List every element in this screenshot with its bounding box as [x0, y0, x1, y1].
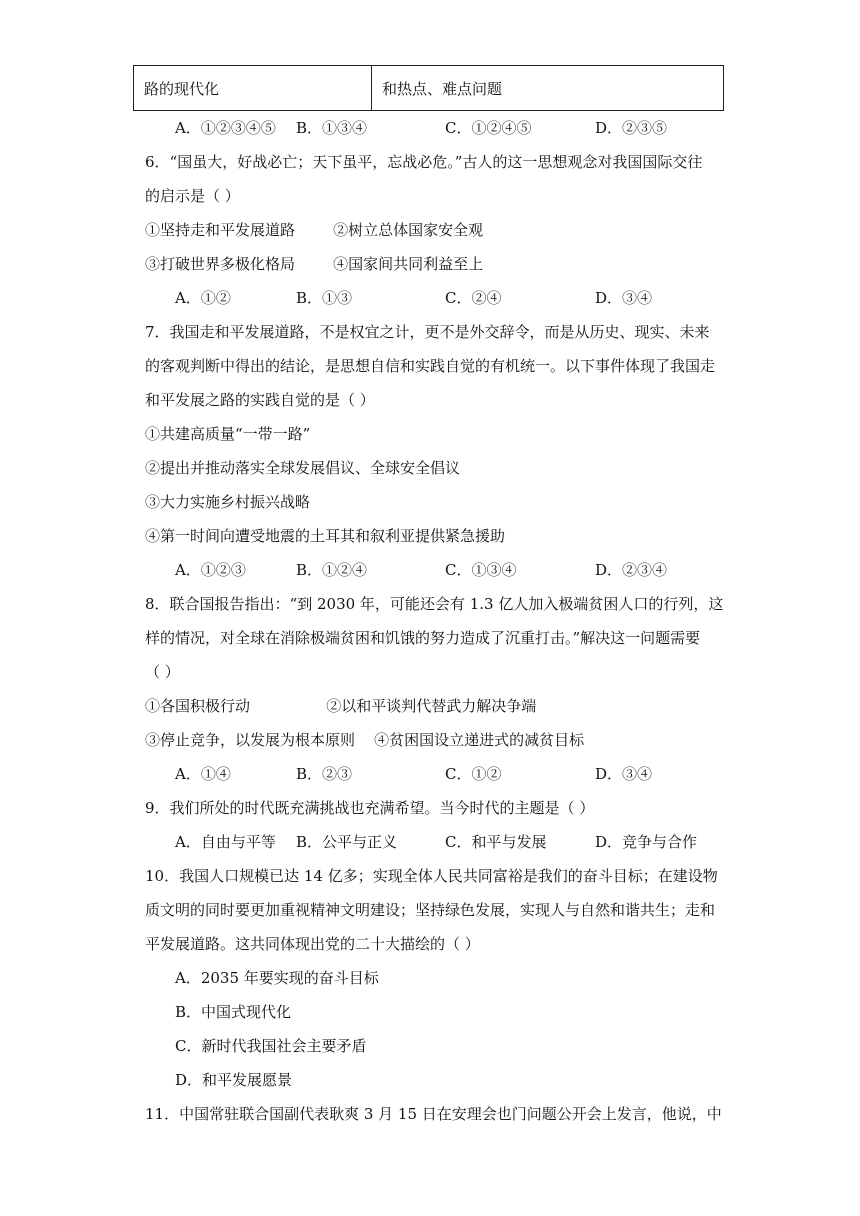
q9-stem: 9．我们所处的时代既充满挑战也充满希望。当今时代的主题是（ ） [145, 799, 595, 817]
q7-options [175, 560, 715, 580]
table-cell-right: 和热点、难点问题 [382, 79, 503, 98]
q10-option-b[interactable]: B．中国式现代化 [175, 1003, 292, 1021]
q7-option-b[interactable]: B．①②④ [296, 561, 368, 579]
q11-stem-line-1: 11．中国常驻联合国副代表耿爽 3 月 15 日在安理会也门问题公开会上发言，他说，中 [145, 1105, 722, 1123]
q8-option-a[interactable]: A．①④ [175, 765, 231, 783]
q8-option-b[interactable]: B．②③ [296, 765, 353, 783]
answer-table-fragment [133, 65, 724, 111]
q6-stem-line-2: 的启示是（ ） [145, 187, 240, 205]
q5-option-a[interactable]: A．①②③④⑤ [175, 119, 276, 137]
table-cell-left: 路的现代化 [134, 66, 372, 110]
q7-stem-line-3: 和平发展之路的实践自觉的是（ ） [145, 391, 375, 409]
q6-option-d[interactable]: D．③④ [595, 289, 653, 307]
q10-option-d[interactable]: D．和平发展愿景 [175, 1071, 293, 1089]
q9-options [175, 832, 715, 852]
q6-item-row-1: ①坚持走和平发展道路 ②树立总体国家安全观 [145, 221, 484, 239]
q6-item-row-2: ③打破世界多极化格局 ④国家间共同利益至上 [145, 255, 484, 273]
q8-options [175, 764, 715, 784]
q6-stem-line-1: 6．“国虽大，好战必亡；天下虽平，忘战必危。”古人的这一思想观念对我国国际交往 [145, 153, 703, 171]
q5-option-d[interactable]: D．②③⑤ [595, 119, 668, 137]
q10-option-a[interactable]: A．2035 年要实现的奋斗目标 [175, 969, 379, 987]
q9-option-b[interactable]: B．公平与正义 [296, 833, 398, 851]
q7-item-4: ④第一时间向遭受地震的土耳其和叙利亚提供紧急援助 [145, 527, 506, 545]
q8-item-row-2: ③停止竞争，以发展为根本原则 ④贫困国设立递进式的减贫目标 [145, 731, 585, 749]
q9-option-c[interactable]: C．和平与发展 [445, 833, 547, 851]
q6-option-b[interactable]: B．①③ [296, 289, 353, 307]
q7-option-a[interactable]: A．①②③ [175, 561, 246, 579]
q10-stem-line-1: 10．我国人口规模已达 14 亿多；实现全体人民共同富裕是我们的奋斗目标；在建设物 [145, 867, 718, 885]
q10-stem-line-3: 平发展道路。这共同体现出党的二十大描绘的（ ） [145, 935, 480, 953]
q7-option-d[interactable]: D．②③④ [595, 561, 668, 579]
q7-item-3: ③大力实施乡村振兴战略 [145, 493, 311, 511]
q8-stem-line-3: （ ） [145, 663, 180, 681]
q7-item-2: ②提出并推动落实全球发展倡议、全球安全倡议 [145, 459, 461, 477]
q8-item-row-1: ①各国积极行动 ②以和平谈判代替武力解决争端 [145, 697, 537, 715]
q9-option-a[interactable]: A．自由与平等 [175, 833, 276, 851]
q6-options [175, 288, 715, 308]
q7-stem-line-1: 7．我国走和平发展道路，不是权宜之计，更不是外交辞令，而是从历史、现实、未来 [145, 323, 710, 341]
q5-option-b[interactable]: B．①③④ [296, 119, 368, 137]
q7-stem-line-2: 的客观判断中得出的结论，是思想自信和实践自觉的有机统一。以下事件体现了我国走 [145, 357, 716, 375]
q7-item-1: ①共建高质量“一带一路” [145, 425, 311, 443]
q6-option-c[interactable]: C．②④ [445, 289, 502, 307]
q10-stem-line-2: 质文明的同时要更加重视精神文明建设；坚持绿色发展，实现人与自然和谐共生；走和 [145, 901, 716, 919]
q9-option-d[interactable]: D．竞争与合作 [595, 833, 698, 851]
q8-stem-line-1: 8．联合国报告指出：“到 2030 年，可能还会有 1.3 亿人加入极端贫困人口的行列，这 [145, 595, 724, 613]
q10-option-c[interactable]: C．新时代我国社会主要矛盾 [175, 1037, 367, 1055]
q5-options [175, 118, 715, 138]
q8-option-c[interactable]: C．①② [445, 765, 502, 783]
q8-stem-line-2: 样的情况，对全球在消除极端贫困和饥饿的努力造成了沉重打击。”解决这一问题需要 [145, 629, 701, 647]
q7-option-c[interactable]: C．①③④ [445, 561, 517, 579]
q8-option-d[interactable]: D．③④ [595, 765, 653, 783]
q6-option-a[interactable]: A．①② [175, 289, 231, 307]
q5-option-c[interactable]: C．①②④⑤ [445, 119, 532, 137]
